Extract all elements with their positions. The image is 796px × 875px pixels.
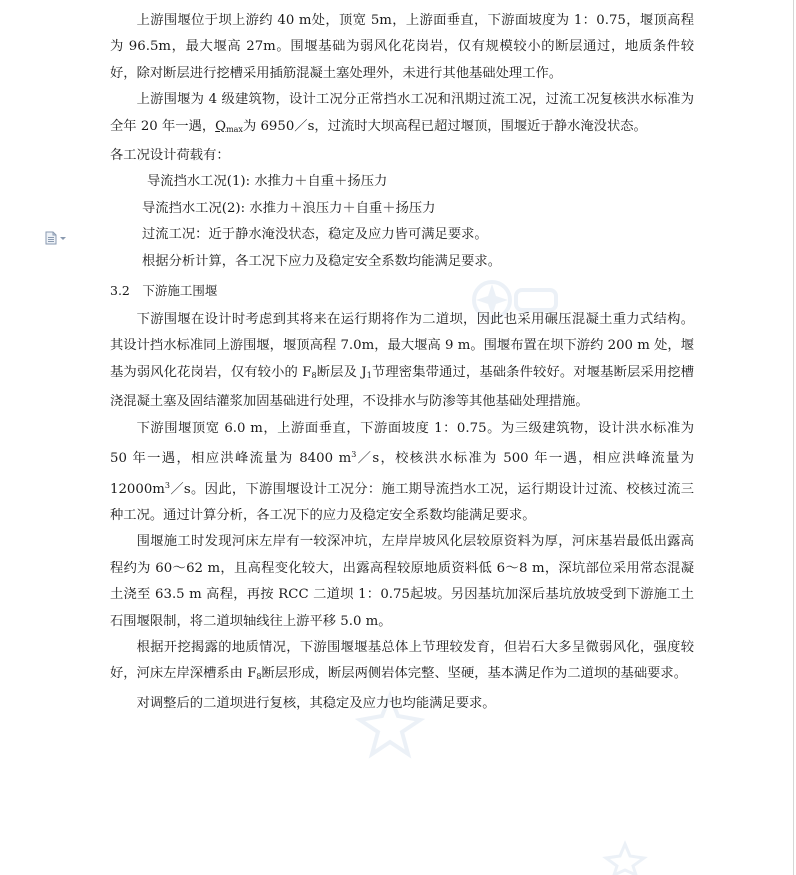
paragraph-text: 为 6950／s，过流时大坝高程已超过堰顶，围堰近于静水淹没状态。 xyxy=(242,118,647,134)
section-heading: 3.2 下游施工围堰 xyxy=(110,283,218,299)
paragraph-downstream-cofferdam xyxy=(110,307,694,416)
paragraph-text: ／s，校核洪水标准为 500 年一遇，相应洪峰流量为 12000m xyxy=(110,451,694,497)
paragraph-text: ／s。因此，下游围堰设计工况分：施工期导流挡水工况，运行期设计过流、校核过流三种工况。通过计算分析，各工况下的应力及稳定安全系数均能满足要求。 xyxy=(110,481,694,523)
paragraph-design-conditions xyxy=(110,87,694,143)
paragraph-upstream-cofferdam: 上游围堰位于坝上游约 40 m处，顶宽 5m，上游面垂直，下游面坡度为 1：0.75，堰顶高程为 96.5m，最大堰高 27m。围堰基础为弱风化花岗岩，仅有规模较小的断层通过，地质条件较好，除对断层进行挖槽采用插筋混凝土塞处理外，未进行其他基础处理工作。 xyxy=(110,13,694,81)
document-body xyxy=(110,8,694,717)
paragraph-geology xyxy=(110,635,694,691)
paragraph-text: 断层形成，断层两侧岩体完整、坚硬，基本满足作为二道坝的基础要求。 xyxy=(261,666,688,682)
chevron-down-icon xyxy=(60,237,66,240)
list-item-analysis: 根据分析计算，各工况下应力及稳定安全系数均能满足要求。 xyxy=(142,253,502,269)
paragraph-text: 根据开挖揭露的地质情况，下游围堰堰基总体上节理较发育，但岩石大多呈微弱风化，强度较好，河床左岸深槽系由 F xyxy=(110,639,694,682)
paragraph-review: 对调整后的二道坝进行复核，其稳定及应力也均能满足要求。 xyxy=(136,695,496,711)
q-letter: Q xyxy=(215,118,227,134)
watermark-logo xyxy=(600,840,650,875)
superscript: 3 xyxy=(351,450,357,460)
document-icon xyxy=(44,231,58,245)
j-subscript: 1 xyxy=(366,370,372,380)
document-icon-button[interactable] xyxy=(44,231,68,245)
f-subscript: 8 xyxy=(256,672,262,682)
paragraph-text: 下游围堰在设计时考虑到其将来在运行期将作为二道坝，因此也采用碾压混凝土重力式结构。其设计挡水标准同上游围堰，堰顶高程 7.0m，最大堰高 9 m。围堰布置在坝下游约 200 m 处，堰基为弱风化花岗岩，仅有较小的 F xyxy=(110,312,694,380)
paragraph-text: 下游围堰顶宽 6.0 m，上游面垂直，下游面坡度 1：0.75。为三级建筑物，设计洪水标准为 50 年一遇，相应洪峰流量为 8400 m xyxy=(110,420,694,467)
paragraph-text: 断层及 J xyxy=(316,364,367,380)
q-subscript: max xyxy=(226,124,243,134)
list-item-diversion-2: 导流挡水工况(2): 水推力＋浪压力＋自重＋扬压力 xyxy=(142,200,436,216)
paragraph-downstream-standards xyxy=(110,416,694,530)
paragraph-loads-heading: 各工况设计荷载有： xyxy=(110,148,230,164)
superscript: 3 xyxy=(164,480,171,490)
paragraph-text: 节理密集带通过，基础条件较好。对堰基断层采用挖槽浇混凝土塞及固结灌浆加固基础进行处理，不设排水与防渗等其他基础处理措施。 xyxy=(110,364,695,410)
q-max-symbol xyxy=(215,119,243,134)
list-item-diversion-1: 导流挡水工况(1): 水推力＋自重＋扬压力 xyxy=(147,174,388,190)
list-item-overflow: 过流工况：近于静水淹没状态，稳定及应力皆可满足要求。 xyxy=(142,227,488,243)
paragraph-text: 上游围堰为 4 级建筑物，设计工况分正常挡水工况和汛期过流工况，过流工况复核洪水标准为全年 20 年一遇， xyxy=(110,92,694,134)
paragraph-construction-findings: 围堰施工时发现河床左岸有一较深冲坑，左岸岸坡风化层较原资料为厚，河床基岩最低出露高程约为 60～62 m，且高程变化较大，出露高程较原地质资料低 6～8 m，深坑部位采用常态混凝土浇至 63.5 m 高程，再按 RCC 二道坝 1：0.75起坡。另因基坑加深后基坑放坡受到下游施工土石围堰限制，将二道坝轴线往上游平移 5.0 m。 xyxy=(110,534,694,629)
page-edge-divider xyxy=(793,0,794,875)
f-subscript: 8 xyxy=(311,370,317,380)
